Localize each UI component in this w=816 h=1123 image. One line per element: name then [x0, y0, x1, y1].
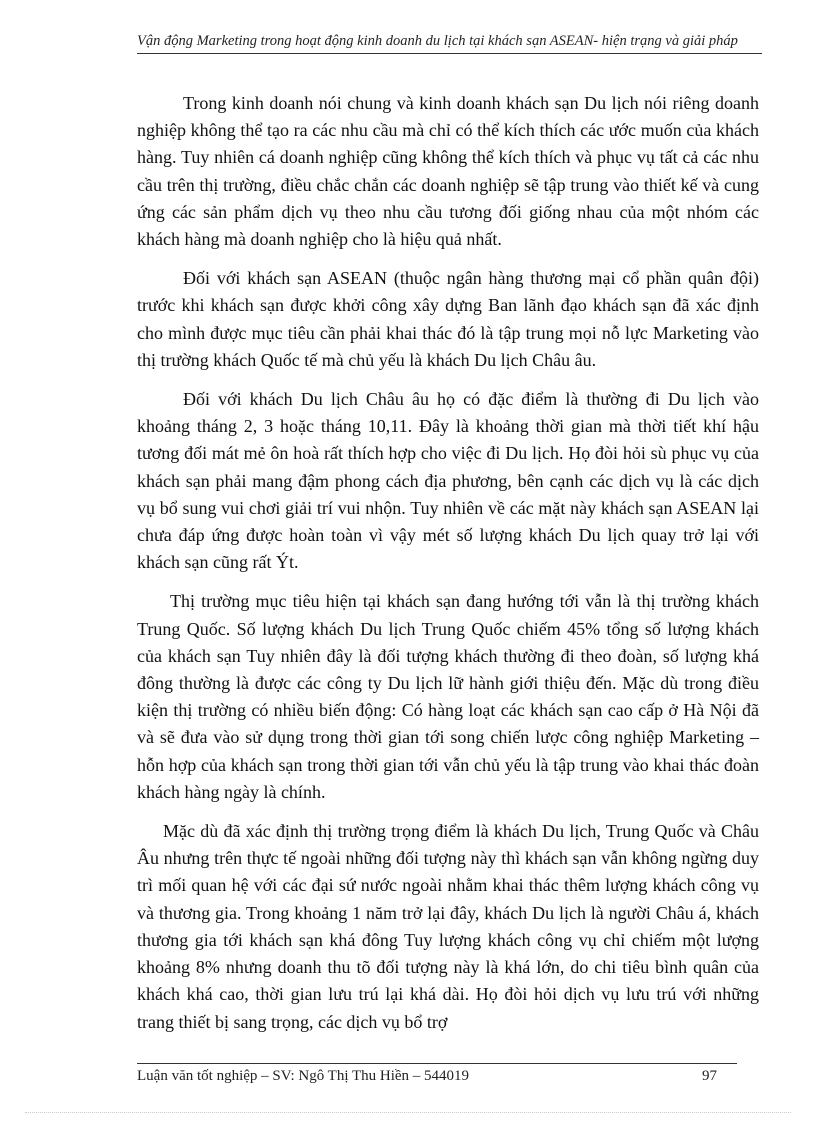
- page-number: 97: [702, 1068, 717, 1084]
- paragraph-5: Mặc dù đã xác định thị trường trọng điểm là khách Du lịch, Trung Quốc và Châu Âu nhưng trên thực tế ngoài những đối tượng này thì khách sạn vẫn không ngừng duy trì mối quan hệ với các đại sứ nước ngoài nhằm khai thác thêm lượng khách công vụ và thương gia. Trong khoảng 1 năm trở lại đây, khách Du lịch là người Châu á, khách thương gia tới khách sạn khá đông Tuy lượng khách công vụ chỉ chiếm một lượng khoảng 8% nhưng doanh thu tõ đối tượng này là khá lớn, do chi tiêu bình quân của khách khá cao, thời gian lưu trú lại khá dài. Họ đòi hỏi dịch vụ lưu trú với những trang thiết bị sang trọng, các dịch vụ bổ trợ: [137, 821, 759, 1032]
- page-header: [137, 33, 762, 54]
- footer-divider: [137, 1063, 737, 1064]
- paragraph-1: Trong kinh doanh nói chung và kinh doanh khách sạn Du lịch nói riêng doanh nghiệp không thể tạo ra các nhu cầu mà chỉ có thể kích thích các ước muốn của khách hàng. Tuy nhiên cá doanh nghiệp cũng không thể kích thích và phục vụ tất cả các nhu cầu trên thị trường, điều chắc chắn các doanh nghiệp sẽ tập trung vào thiết kế và cung ứng các sản phẩm dịch vụ theo nhu cầu tương đối giống nhau của một nhóm các khách hàng mà doanh nghiệp cho là hiệu quả nhất.: [137, 93, 759, 250]
- document-body: [137, 90, 759, 1048]
- page-footer: [137, 1068, 737, 1085]
- header-title: Vận động Marketing trong hoạt động kinh doanh du lịch tại khách sạn ASEAN- hiện trạng và giải pháp: [137, 33, 738, 49]
- page-edge-divider: [25, 1112, 791, 1113]
- footer-text: Luận văn tốt nghiệp – SV: Ngô Thị Thu Hiền – 544019: [137, 1068, 470, 1084]
- paragraph-4: Thị trường mục tiêu hiện tại khách sạn đang hướng tới vẫn là thị trường khách Trung Quốc. Số lượng khách Du lịch Trung Quốc chiếm 45% tổng số lượng khách của khách sạn Tuy nhiên đây là đối tượng khách thường đi theo đoàn, số lượng khá đông thường là được các công ty Du lịch lữ hành giới thiệu đến. Mặc dù trong điều kiện thị trường có nhiều biến động: Có hàng loạt các khách sạn cao cấp ở Hà Nội đã và sẽ đưa vào sử dụng trong thời gian tới song chiến lược công nghiệp Marketing – hỗn hợp của khách sạn trong thời gian tới vẫn chủ yếu là tập trung vào khai thác đoàn khách hàng ngày là chính.: [137, 591, 759, 802]
- paragraph-3: Đối với khách Du lịch Châu âu họ có đặc điểm là thường đi Du lịch vào khoảng tháng 2, 3 hoặc tháng 10,11. Đây là khoảng thời gian mà thời tiết khí hậu tương đối mát mẻ ôn hoà rất thích hợp cho việc đi Du lịch. Họ đòi hỏi sù phục vụ của khách sạn phải mang đậm phong cách địa phương, bên cạnh các dịch vụ là các dịch vụ bổ sung vui chơi giải trí vui nhộn. Tuy nhiên về các mặt này khách sạn ASEAN lại chưa đáp ứng được hoàn toàn vì vậy mét số lượng khách Du lịch quay trở lại với khách sạn cũng rất Ýt.: [137, 389, 759, 573]
- paragraph-2: Đối với khách sạn ASEAN (thuộc ngân hàng thương mại cổ phần quân đội) trước khi khách sạn được khởi công xây dựng Ban lãnh đạo khách sạn đã xác định cho mình được mục tiêu cần phải khai thác đó là tập trung mọi nỗ lực Marketing vào thị trường khách Quốc tế mà chủ yếu là khách Du lịch Châu âu.: [137, 268, 759, 370]
